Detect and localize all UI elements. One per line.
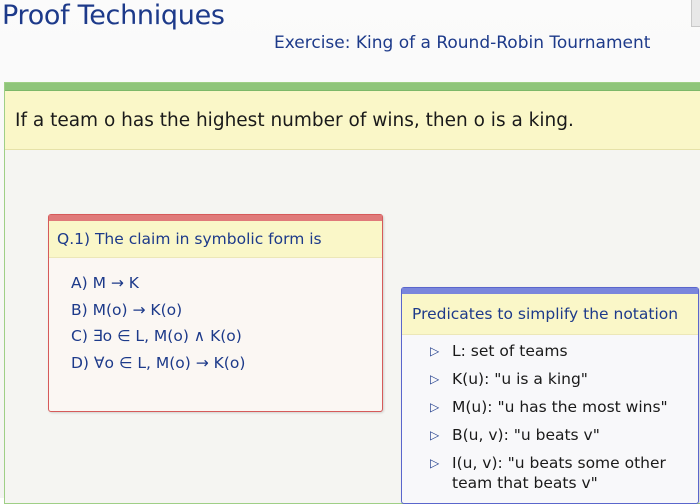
predicate-text: I(u, v): "u beats some other team that beats v"	[452, 454, 666, 492]
predicate-text: B(u, v): "u beats v"	[452, 426, 600, 444]
triangle-right-icon: ▷	[430, 428, 440, 442]
predicate-text: K(u): "u is a king"	[452, 370, 588, 388]
claim-block-header	[5, 83, 700, 91]
predicate-item	[430, 453, 698, 493]
predicate-text: L: set of teams	[452, 342, 568, 360]
page-subtitle: Exercise: King of a Round-Robin Tournament	[274, 33, 651, 53]
option-b[interactable]: B) M(o) → K(o)	[71, 300, 183, 319]
window-edge-tab	[691, 0, 700, 27]
claim-text: If a team o has the highest number of wins, then o is a king.	[15, 109, 574, 131]
triangle-right-icon: ▷	[430, 400, 440, 414]
predicate-item	[430, 425, 698, 445]
option-d[interactable]: D) ∀o ∈ L, M(o) → K(o)	[71, 353, 246, 372]
predicate-heading	[402, 294, 698, 335]
option-a[interactable]: A) M → K	[71, 274, 139, 292]
predicate-item	[430, 397, 698, 417]
predicate-item	[430, 341, 698, 361]
predicate-text: M(u): "u has the most wins"	[452, 398, 668, 416]
claim-bar	[5, 91, 700, 150]
question-heading-text: Q.1) The claim in symbolic form is	[57, 230, 322, 248]
predicate-item	[430, 369, 698, 389]
question-heading	[49, 221, 382, 258]
triangle-right-icon: ▷	[430, 372, 440, 386]
question-box	[48, 214, 383, 412]
predicate-heading-text: Predicates to simplify the notation	[412, 305, 679, 323]
option-c[interactable]: C) ∃o ∈ L, M(o) ∧ K(o)	[71, 327, 242, 345]
option-list	[49, 258, 382, 376]
predicate-list	[402, 335, 698, 493]
page-title: Proof Techniques	[2, 0, 225, 31]
triangle-right-icon: ▷	[430, 456, 440, 470]
triangle-right-icon: ▷	[430, 344, 440, 358]
predicate-box	[401, 287, 699, 504]
